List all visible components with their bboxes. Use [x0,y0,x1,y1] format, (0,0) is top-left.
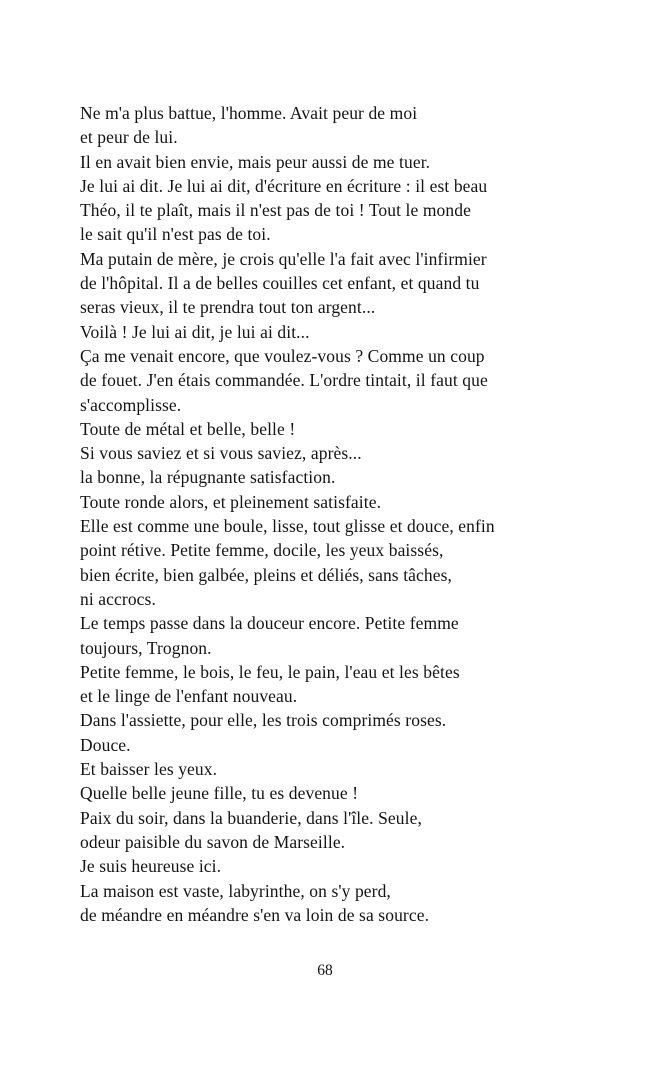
text-line: Elle est comme une boule, lisse, tout glisse et douce, enfin [80,516,495,537]
text-line: Je suis heureuse ici. [80,856,222,877]
text-line: Ça me venait encore, que voulez-vous ? Comme un coup [80,345,485,366]
text-line: Il en avait bien envie, mais peur aussi de me tuer. [80,151,431,172]
text-line: ni accrocs. [80,588,156,609]
text-line: Et baisser les yeux. [80,759,218,780]
text-line: Voilà ! Je lui ai dit, je lui ai dit... [80,321,310,342]
text-line: de méandre en méandre s'en va loin de sa source. [80,904,430,925]
text-line: de l'hôpital. Il a de belles couilles cet enfant, et quand tu [80,273,480,294]
text-line: Je lui ai dit. Je lui ai dit, d'écriture en écriture : il est beau [80,175,488,196]
text-line: Paix du soir, dans la buanderie, dans l'île. Seule, [80,807,422,828]
text-line: Théo, il te plaît, mais il n'est pas de toi ! Tout le monde [80,200,471,221]
text-line: Toute de métal et belle, belle ! [80,418,296,439]
text-line: la bonne, la répugnante satisfaction. [80,467,336,488]
text-line: seras vieux, il te prendra tout ton argent... [80,297,376,318]
text-line: s'accomplisse. [80,394,182,415]
text-line: toujours, Trognon. [80,637,212,658]
text-line: et peur de lui. [80,127,178,148]
text-line: et le linge de l'enfant nouveau. [80,686,298,707]
text-body [80,101,595,927]
text-line: Douce. [80,734,131,755]
text-line: Petite femme, le bois, le feu, le pain, l'eau et les bêtes [80,661,460,682]
text-line: point rétive. Petite femme, docile, les yeux baissés, [80,540,444,561]
text-line: Ma putain de mère, je crois qu'elle l'a fait avec l'infirmier [80,248,487,269]
text-line: Le temps passe dans la douceur encore. Petite femme [80,613,459,634]
text-line: La maison est vaste, labyrinthe, on s'y perd, [80,880,391,901]
page-number: 68 [317,962,333,979]
text-line: Toute ronde alors, et pleinement satisfaite. [80,491,382,512]
text-line: odeur paisible du savon de Marseille. [80,831,346,852]
text-line: de fouet. J'en étais commandée. L'ordre tintait, il faut que [80,370,488,391]
text-line: le sait qu'il n'est pas de toi. [80,224,271,245]
text-line: Dans l'assiette, pour elle, les trois comprimés roses. [80,710,447,731]
text-line: Si vous saviez et si vous saviez, après... [80,443,362,464]
text-line: bien écrite, bien galbée, pleins et déliés, sans tâches, [80,564,452,585]
text-line: Ne m'a plus battue, l'homme. Avait peur de moi [80,103,418,123]
text-line: Quelle belle jeune fille, tu es devenue ! [80,783,359,804]
